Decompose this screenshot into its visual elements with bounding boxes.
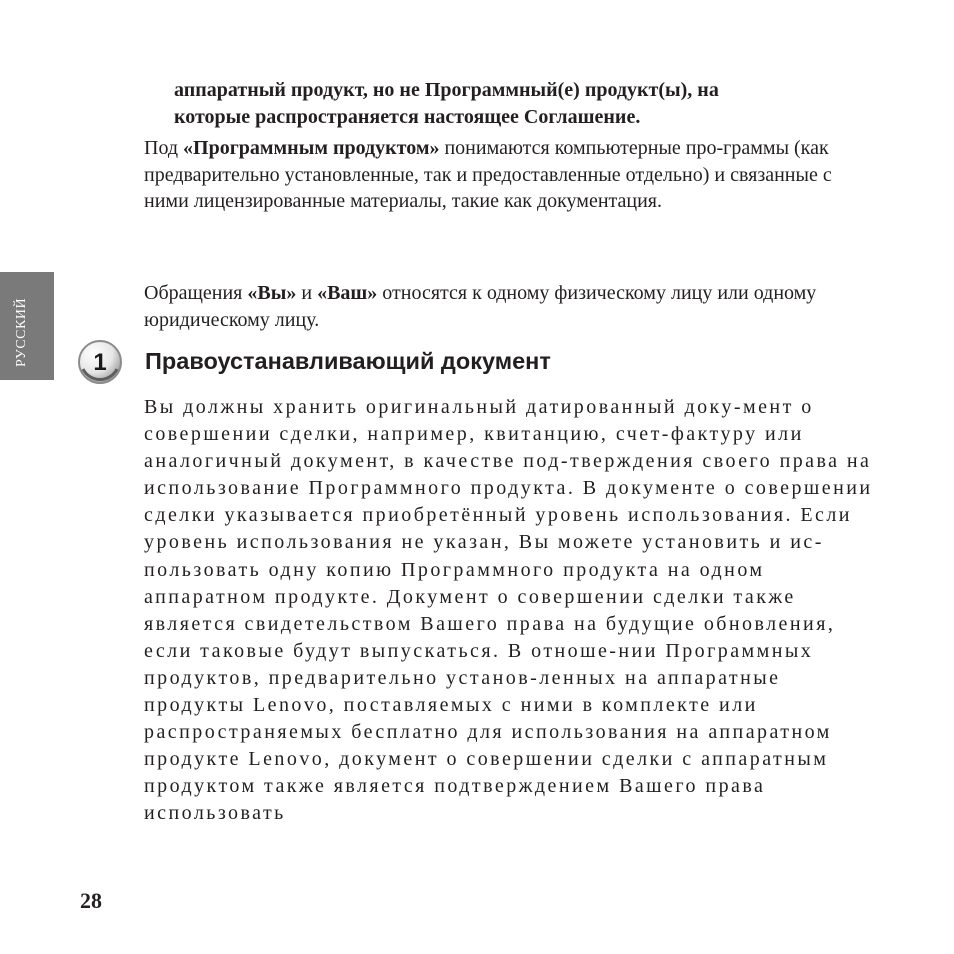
address-prefix: Обращения xyxy=(144,282,248,304)
definition-term: «Программным продуктом» xyxy=(183,137,440,159)
address-term-your: «Ваш» xyxy=(317,282,378,304)
definition-text: понимаются компьютерные про-граммы (как предварительно установленные, так и предоставленные отдельно) и связанные с ними лицензированные материалы, такие как документация. xyxy=(144,137,832,212)
definition-prefix: Под xyxy=(144,137,184,159)
section-number-badge xyxy=(77,339,123,385)
address-text: относятся к одному физическому лицу или одному юридическому лицу. xyxy=(144,282,817,331)
definition-paragraph xyxy=(144,135,869,215)
address-mid: и xyxy=(296,282,318,304)
address-term-you: «Вы» xyxy=(247,282,297,304)
section-body: Вы должны хранить оригинальный датированный доку-мент о совершении сделки, например, квитанцию, счет-фактуру или аналогичный документ, в качестве под-тверждения своего права на использование Программного продукта. В документе о совершении сделки указывается приобретённый уровень использования. Если уровень использования не указан, Вы можете установить и ис-пользовать одну копию Программного продукта на одном аппаратном продукте. Документ о совершении сделки также является свидетельством Вашего права на будущие обновления, если таковые будут выпускаться. В отноше-нии Программных продуктов, предварительно установ-ленных на аппаратные продукты Lenovo, поставляемых с ними в комплекте или распространяемых бесплатно для использования на аппаратном продукте Lenovo, документ о совершении сделки с аппаратным продуктом также является подтверждением Вашего права использовать xyxy=(144,396,873,825)
intro-paragraph xyxy=(174,77,874,130)
address-paragraph xyxy=(144,280,869,333)
page-number: 28 xyxy=(80,888,102,913)
language-label: РУССКИЙ xyxy=(14,297,29,367)
section-title: Правоустанавливающий документ xyxy=(145,348,551,374)
intro-line-2: которые распространяется настоящее Соглашение. xyxy=(174,105,641,128)
section-number: 1 xyxy=(93,349,107,376)
intro-line-1: аппаратный продукт, но не Программный(е) продукт(ы), на xyxy=(174,79,719,101)
